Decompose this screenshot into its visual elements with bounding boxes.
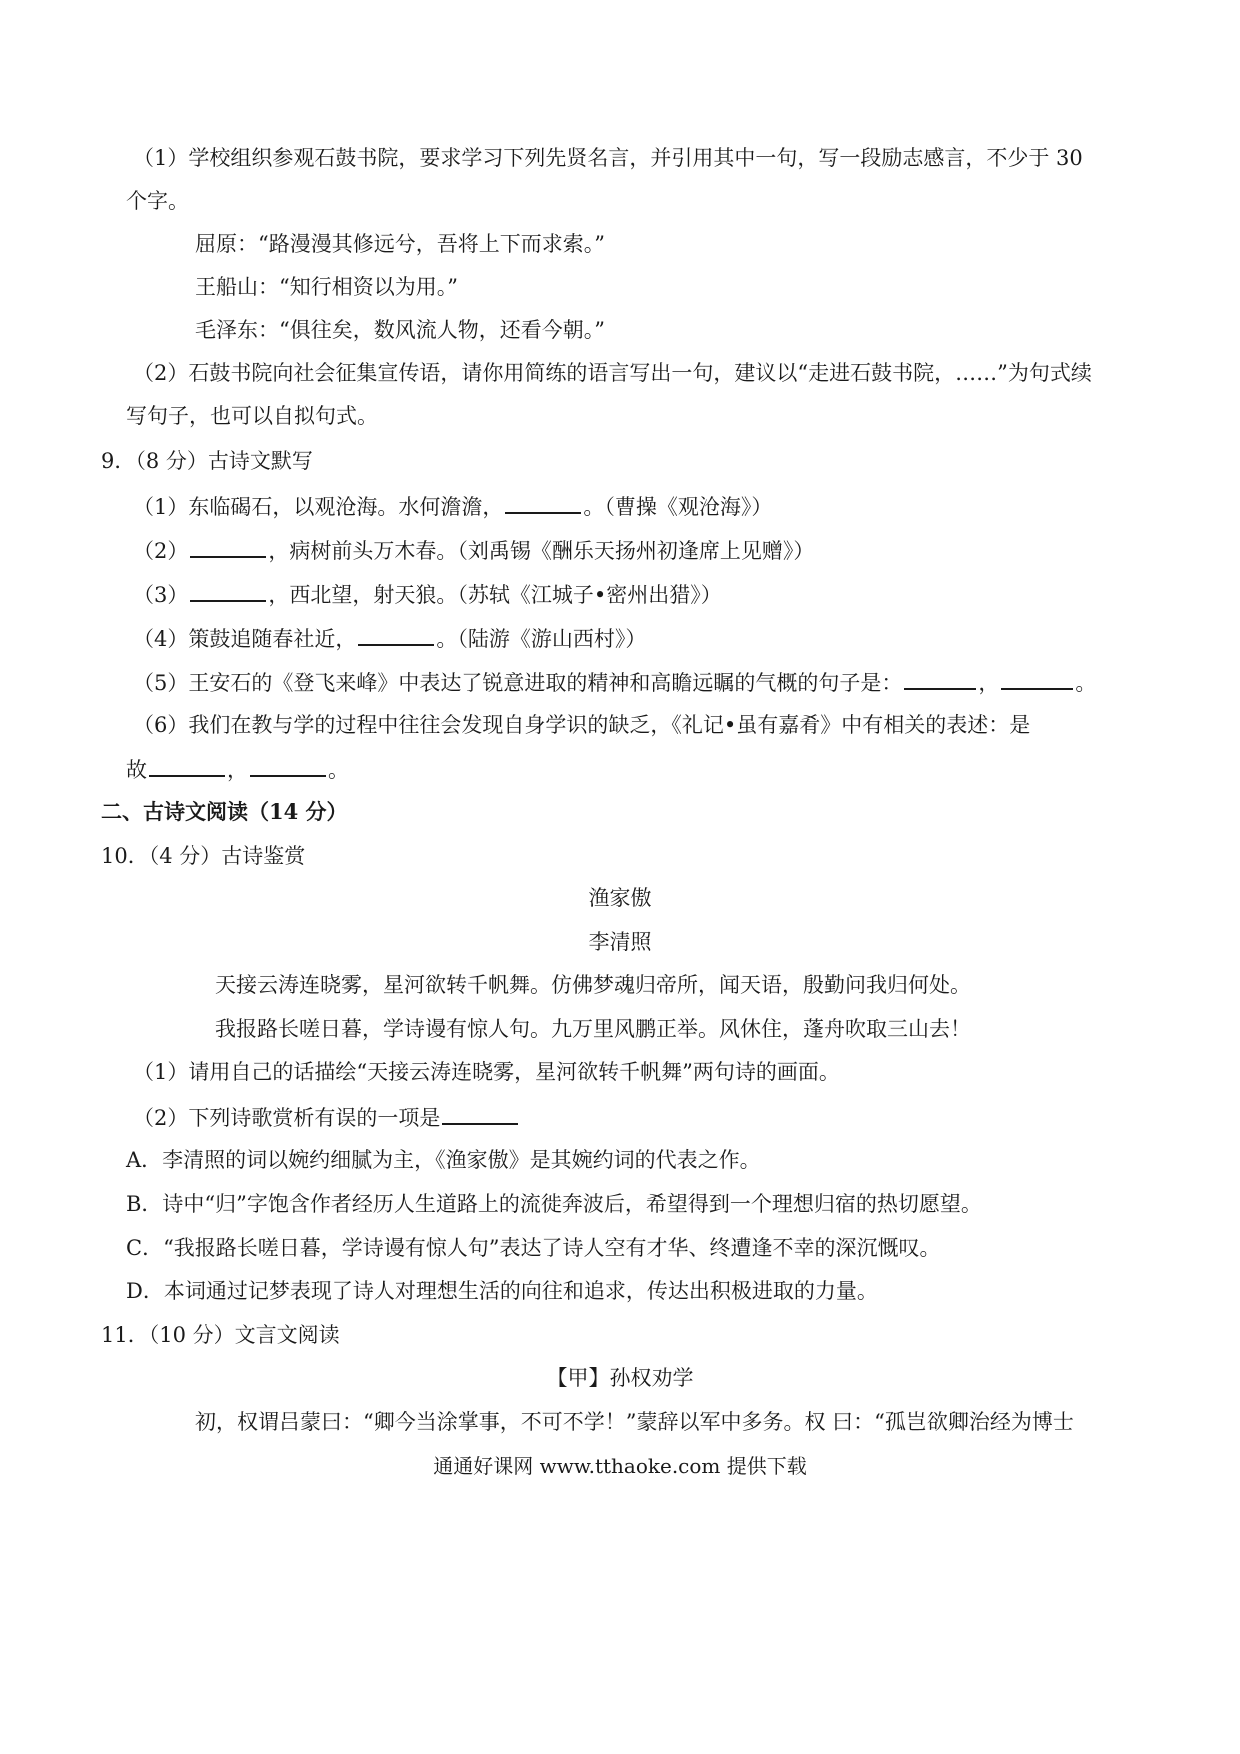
answer-blank[interactable] <box>190 534 266 558</box>
q9-item3 <box>133 578 722 610</box>
q8-part2-line2: 写句子，也可以自拟句式。 <box>126 404 378 428</box>
poem-line-2: 我报路长嗟日暮，学诗谩有惊人句。九万里风鹏正举。风休住，蓬舟吹取三山去！ <box>215 1017 971 1041</box>
q10-sub2 <box>133 1101 520 1133</box>
q9-item2-pre: （2） <box>133 539 189 563</box>
page-footer: 通通好课网 www.tthaoke.com 提供下载 <box>433 1454 807 1478</box>
q8-part1-line2: 个字。 <box>126 189 189 213</box>
q9-heading: 9．（8 分）古诗文默写 <box>101 449 313 473</box>
q9-item1-post: 。（曹操《观沧海》） <box>583 495 773 519</box>
q9-item6-line1: （6）我们在教与学的过程中往往会发现自身学识的缺乏，《礼记•虽有嘉肴》中有相关的表述：是 <box>133 713 1031 737</box>
answer-blank[interactable] <box>149 753 225 777</box>
option-a: A．李清照的词以婉约细腻为主，《渔家傲》是其婉约词的代表之作。 <box>126 1148 761 1172</box>
q9-item6-mid: ， <box>227 758 248 782</box>
answer-blank[interactable] <box>250 753 326 777</box>
q9-item3-post: ，西北望，射天狼。（苏轼《江城子•密州出猎》） <box>268 583 722 607</box>
q9-item5-pre: （5）王安石的《登飞来峰》中表达了锐意进取的精神和高瞻远瞩的气概的句子是： <box>133 671 903 695</box>
q9-item4 <box>133 622 646 654</box>
q9-item4-post: 。（陆游《游山西村》） <box>436 627 647 651</box>
q8-part2-line1: （2）石鼓书院向社会征集宣传语，请你用简练的语言写出一句，建议以“走进石鼓书院，……”为句式续 <box>133 361 1092 385</box>
answer-blank[interactable] <box>1001 666 1073 690</box>
passage-line-1: 初，权谓吕蒙曰：“卿今当涂掌事，不可不学！”蒙辞以军中多务。权 曰：“孤岂欲卿治经为博士 <box>195 1410 1074 1434</box>
quote-maozedong: 毛泽东：“俱往矣，数风流人物，还看今朝。” <box>195 318 605 342</box>
q9-item1-pre: （1）东临碣石，以观沧海。水何澹澹， <box>133 495 504 519</box>
q8-part1-line1: （1）学校组织参观石鼓书院，要求学习下列先贤名言，并引用其中一句，写一段励志感言，不少于 30 <box>133 146 1083 170</box>
answer-blank[interactable] <box>358 622 434 646</box>
quote-wangchuanshan: 王船山：“知行相资以为用。” <box>195 275 458 299</box>
answer-blank[interactable] <box>190 578 266 602</box>
q10-sub2-text: （2）下列诗歌赏析有误的一项是 <box>133 1106 441 1130</box>
answer-blank[interactable] <box>904 666 976 690</box>
poem-line-1: 天接云涛连晓雾，星河欲转千帆舞。仿佛梦魂归帝所，闻天语，殷勤问我归何处。 <box>215 973 971 997</box>
q9-item6-post: 。 <box>328 758 349 782</box>
answer-blank[interactable] <box>505 490 581 514</box>
section-2-heading: 二、古诗文阅读（14 分） <box>101 799 348 824</box>
option-b: B．诗中“归”字饱含作者经历人生道路上的流徙奔波后，希望得到一个理想归宿的热切愿望。 <box>126 1192 982 1216</box>
q9-item4-pre: （4）策鼓追随春社近， <box>133 627 357 651</box>
q9-item2-post: ，病树前头万木春。（刘禹锡《酬乐天扬州初逢席上见赠》） <box>268 539 815 563</box>
q9-item5-post: 。 <box>1075 671 1097 695</box>
poem-title: 渔家傲 <box>588 886 652 910</box>
q9-item6-line2 <box>126 753 349 785</box>
quote-quyuan: 屈原：“路漫漫其修远兮，吾将上下而求索。” <box>195 232 605 256</box>
answer-blank[interactable] <box>442 1101 518 1125</box>
q9-item2 <box>133 534 814 566</box>
q9-item5 <box>133 666 1096 698</box>
q9-item6-pre: 故 <box>126 758 147 782</box>
passage-title: 【甲】孙权劝学 <box>546 1366 694 1390</box>
option-d: D．本词通过记梦表现了诗人对理想生活的向往和追求，传达出积极进取的力量。 <box>126 1279 878 1303</box>
option-c: C．“我报路长嗟日暮，学诗谩有惊人句”表达了诗人空有才华、终遭逢不幸的深沉慨叹。 <box>126 1236 941 1260</box>
q9-item5-mid: ， <box>978 671 1000 695</box>
q11-heading: 11．（10 分）文言文阅读 <box>101 1323 340 1347</box>
q9-item1 <box>133 490 772 522</box>
poem-author: 李清照 <box>588 930 652 954</box>
q10-heading: 10．（4 分）古诗鉴赏 <box>101 844 306 868</box>
q9-item3-pre: （3） <box>133 583 189 607</box>
q10-sub1: （1）请用自己的话描绘“天接云涛连晓雾，星河欲转千帆舞”两句诗的画面。 <box>133 1060 840 1084</box>
